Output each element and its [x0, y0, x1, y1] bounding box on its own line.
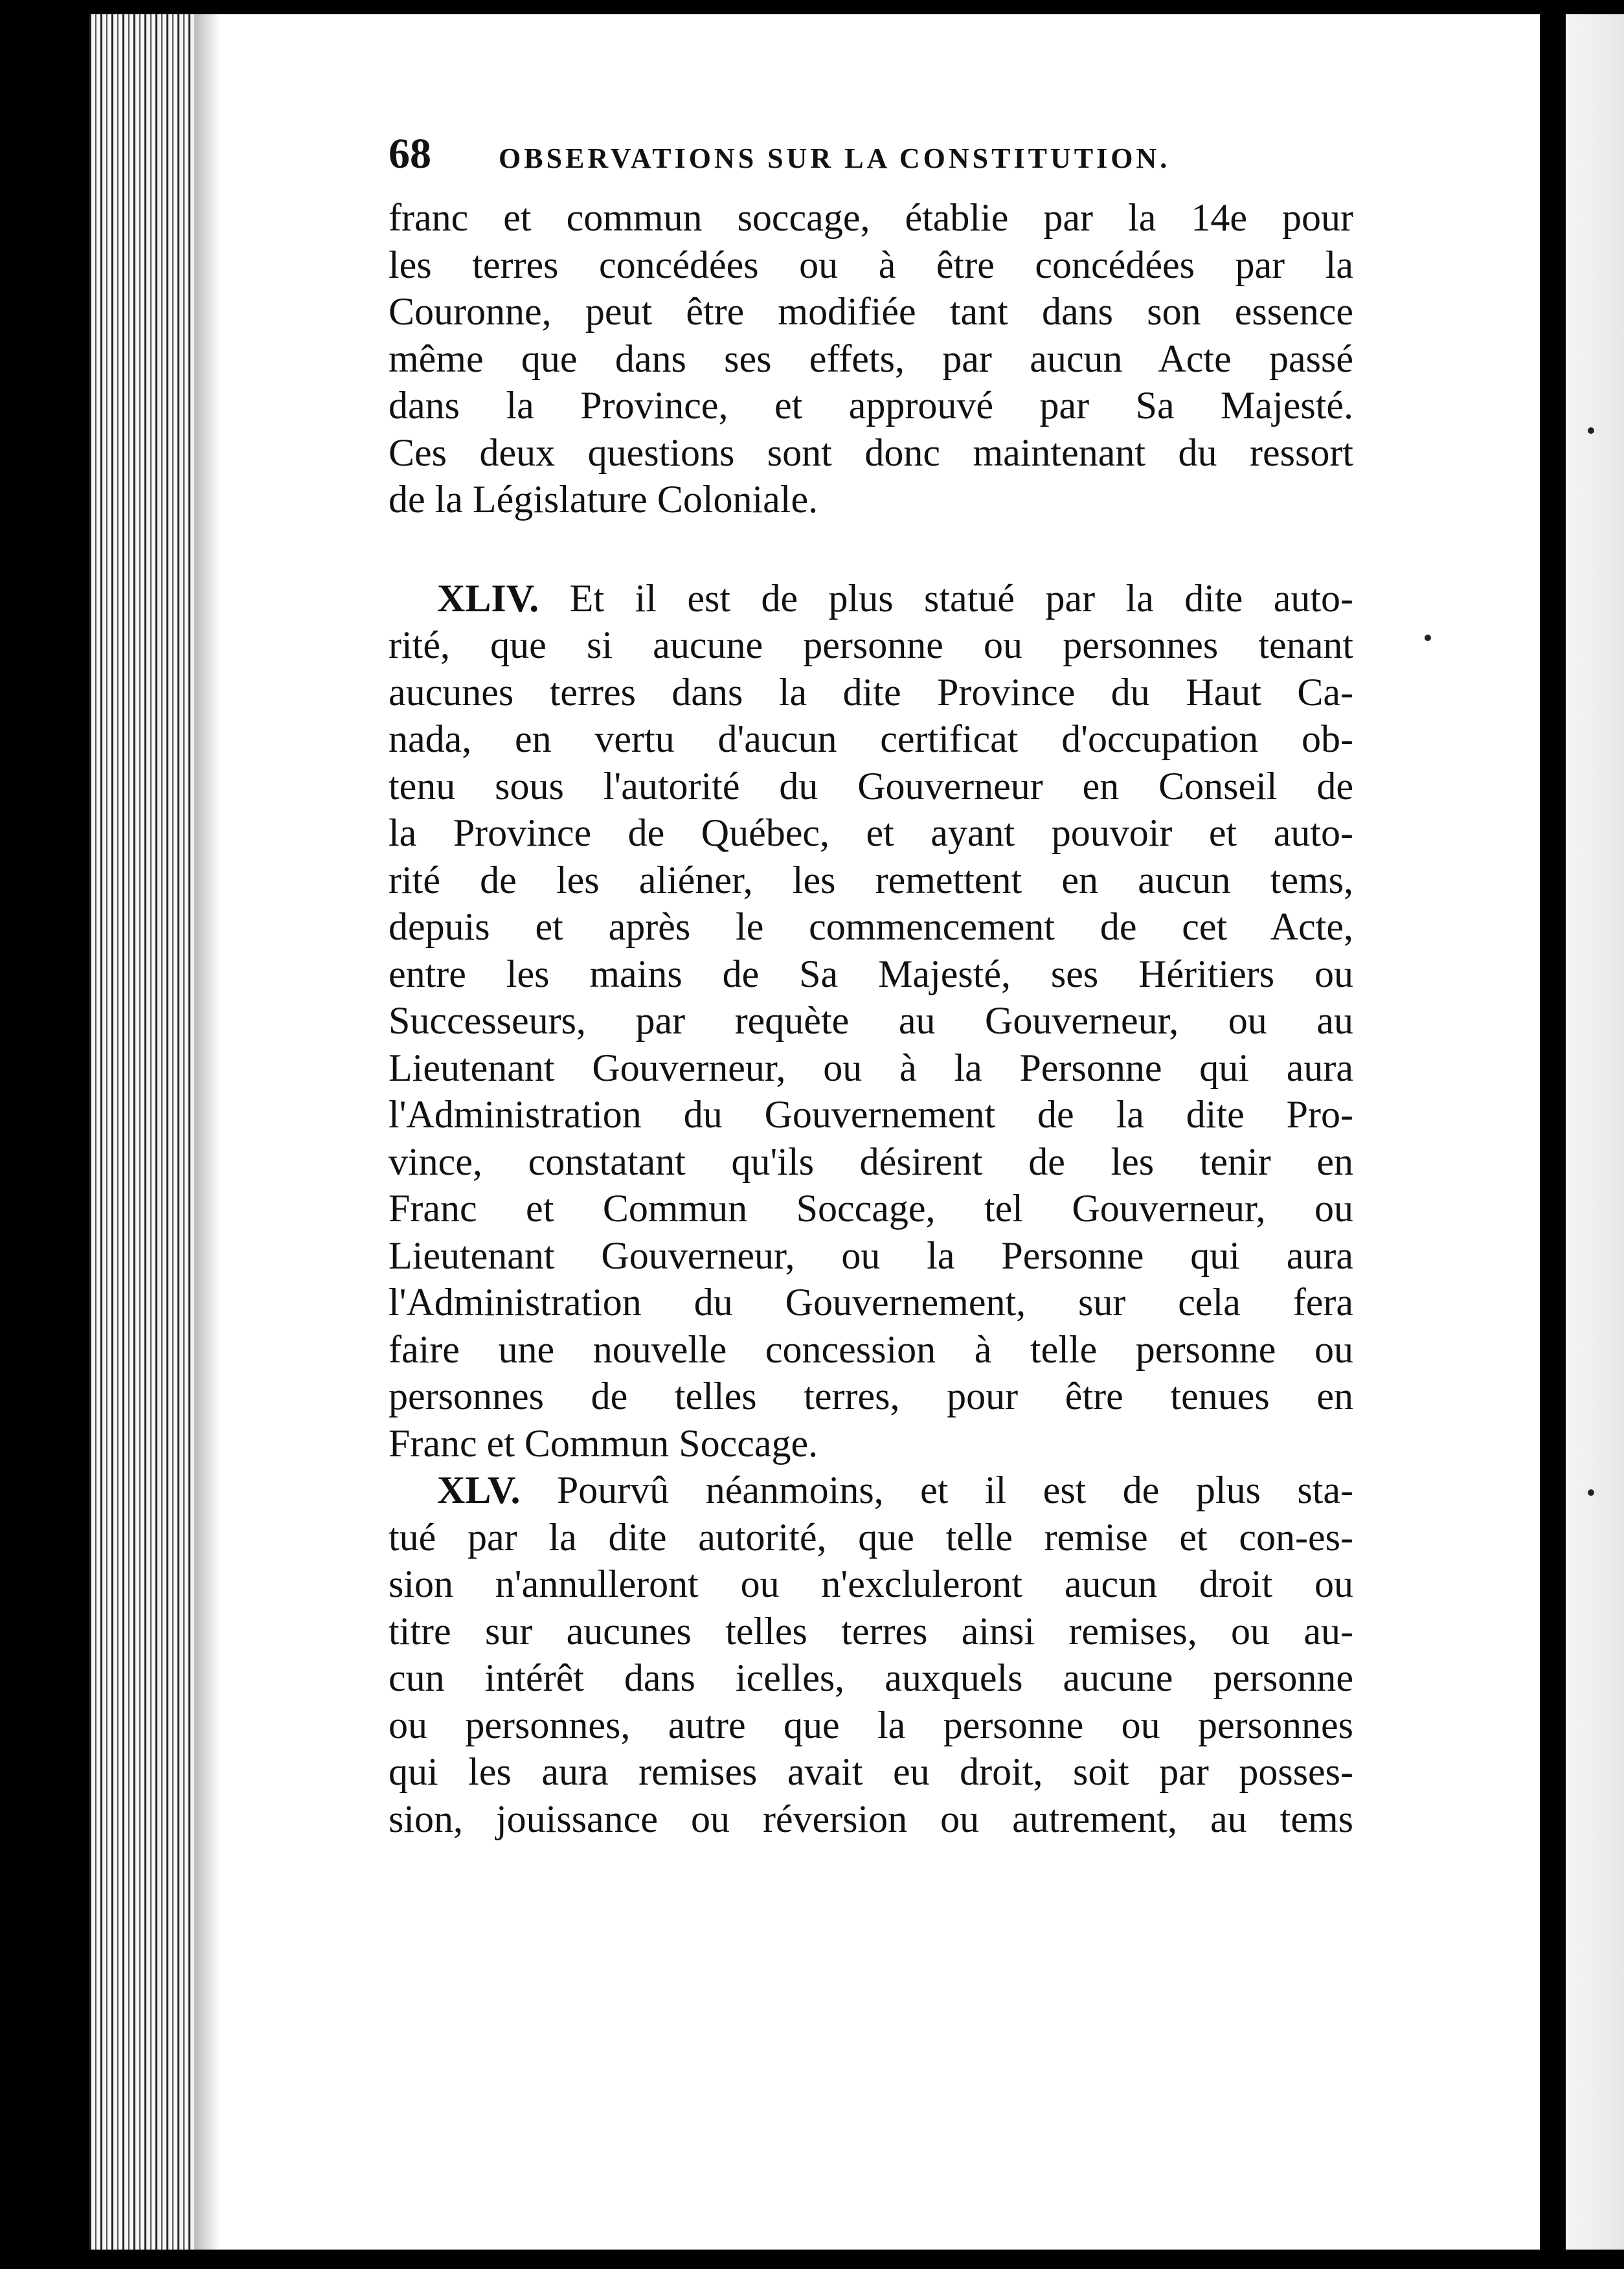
text-line: cun intérêt dans icelles, auxquels aucune personne	[389, 1656, 1353, 1699]
text-line: Lieutenant Gouverneur, ou la Personne qui aura	[389, 1234, 1353, 1277]
text-line: Ces deux questions sont donc maintenant du ressort	[389, 431, 1353, 474]
text-line: entre les mains de Sa Majesté, ses Héritiers ou	[389, 952, 1353, 995]
article-xlv	[389, 1467, 1353, 1842]
text-line: rité, que si aucune personne ou personnes tenant	[389, 624, 1353, 666]
text-line: les terres concédées ou à être concédées par la	[389, 243, 1353, 286]
text-line: Successeurs, par requète au Gouverneur, ou au	[389, 999, 1353, 1042]
paragraph-continuation	[389, 194, 1353, 523]
book-page	[389, 130, 1353, 1842]
text-line: dans la Province, et approuvé par Sa Majesté.	[389, 384, 1353, 427]
text-line: l'Administration du Gouvernement de la dite Pro-	[389, 1093, 1353, 1136]
scan-speck	[1588, 427, 1594, 434]
text-line: rité de les aliéner, les remettent en aucun tems,	[389, 858, 1353, 901]
text-line: l'Administration du Gouvernement, sur cela fera	[389, 1281, 1353, 1324]
text-line: tué par la dite autorité, que telle remise et con-es-	[389, 1515, 1353, 1559]
text-line: franc et commun soccage, établie par la 14e pour	[389, 196, 1353, 239]
text-line: Franc et Commun Soccage.	[389, 1421, 818, 1465]
text-line: sion n'annulleront ou n'excluleront aucun droit ou	[389, 1563, 1353, 1605]
scan-border-right	[1540, 0, 1566, 2269]
text-line: vince, constatant qu'ils désirent de les tenir en	[389, 1140, 1353, 1183]
article-number: XLV.	[437, 1469, 521, 1511]
scan-border-top	[0, 0, 1624, 14]
gutter-shadow	[194, 13, 220, 2253]
text-line: nada, en vertu d'aucun certificat d'occupation ob-	[389, 717, 1353, 760]
scan-speck	[1425, 635, 1431, 641]
running-title: OBSERVATIONS SUR LA CONSTITUTION.	[499, 142, 1171, 174]
page-number: 68	[389, 130, 431, 177]
page-body	[389, 194, 1353, 1842]
text-line	[389, 1467, 1353, 1514]
text-line: tenu sous l'autorité du Gouverneur en Conseil de	[389, 764, 1353, 807]
text-line: personnes de telles terres, pour être tenues en	[389, 1375, 1353, 1417]
text-line: Couronne, peut être modifiée tant dans son essence	[389, 290, 1353, 333]
book-page-edges	[89, 0, 199, 2269]
article-number: XLIV.	[437, 576, 539, 620]
text-line: même que dans ses effets, par aucun Acte passé	[389, 337, 1353, 380]
text-line: sion, jouissance ou réversion ou autrement, au tems	[389, 1797, 1353, 1840]
text-line: aucunes terres dans la dite Province du Haut Ca-	[389, 670, 1353, 714]
facing-page-edge	[1566, 14, 1624, 2250]
article-xliv	[389, 575, 1353, 1467]
text-line: qui les aura remises avait eu droit, soit par posses-	[389, 1750, 1353, 1793]
text-line: Franc et Commun Soccage, tel Gouverneur, ou	[389, 1187, 1353, 1230]
text-span: Pourvû néanmoins, et il est de plus sta-	[556, 1469, 1354, 1511]
text-line: faire une nouvelle concession à telle personne ou	[389, 1327, 1353, 1371]
text-line	[389, 575, 1353, 622]
text-line: depuis et après le commencement de cet Acte,	[389, 905, 1353, 948]
text-line: titre sur aucunes telles terres ainsi remises, ou au-	[389, 1609, 1353, 1653]
text-line: Lieutenant Gouverneur, ou à la Personne qui aura	[389, 1046, 1353, 1089]
text-span: Et il est de plus statué par la dite auto-	[569, 576, 1354, 620]
scan-speck	[1588, 1489, 1594, 1496]
scan-border-bottom	[0, 2250, 1624, 2269]
text-line: de la Législature Coloniale.	[389, 478, 818, 521]
text-line: la Province de Québec, et ayant pouvoir et auto-	[389, 811, 1353, 854]
scan-border-left	[0, 0, 89, 2269]
text-line: ou personnes, autre que la personne ou personnes	[389, 1703, 1353, 1746]
page-header	[389, 130, 1353, 194]
